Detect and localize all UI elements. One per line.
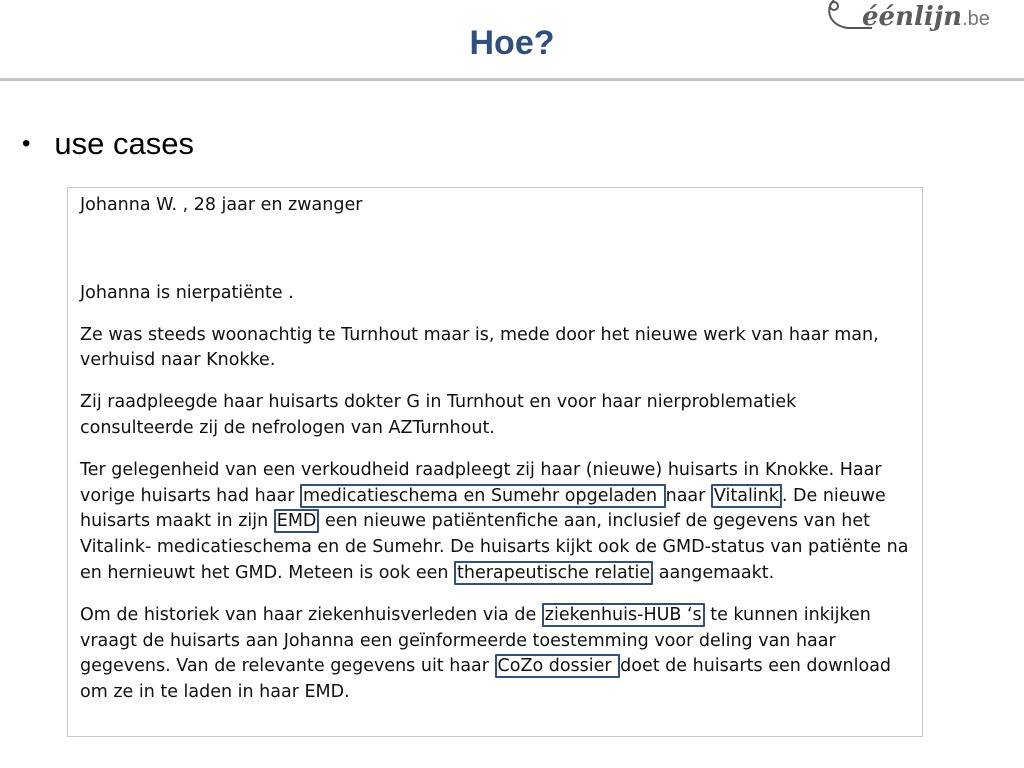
use-case-paragraph-4: Ter gelegenheid van een verkoudheid raadpleegt zij haar (nieuwe) huisarts in Knokke. Haar vorige huisarts had haar medicatieschema en Sumehr opgeladen naar Vitalink . De nieuwe huisarts maakt in zijn EMD een nieuwe patiëntenfiche aan, inclusief de gegevens van het Vitalink- medicatieschema en de Sumehr. De huisarts kijkt ook de GMD-status van patiënte na en hernieuwt het GMD. Meteen is ook een therapeutische relatie aangemaakt.	[80, 459, 909, 583]
highlight-cozo-dossier: CoZo dossier	[495, 654, 621, 678]
bullet-item	[22, 126, 194, 162]
bullet-icon: •	[22, 130, 31, 157]
highlight-vitalink: Vitalink	[711, 484, 782, 508]
logo-wordmark: éénlijn.be	[862, 2, 990, 32]
use-case-box	[67, 187, 923, 737]
use-case-paragraph-1: Johanna is nierpatiënte .	[80, 282, 294, 303]
use-case-paragraph-2: Ze was steeds woonachtig te Turnhout maar is, mede door het nieuwe werk van haar man, verhuisd naar Knokke.	[80, 324, 879, 371]
highlight-therapeutische-relatie: therapeutische relatie	[454, 561, 653, 585]
highlight-medicatieschema: medicatieschema en Sumehr opgeladen	[300, 484, 666, 508]
title-divider	[0, 78, 1024, 81]
page-title: Hoe?	[469, 24, 555, 62]
use-case-heading: Johanna W. , 28 jaar en zwanger	[80, 195, 363, 215]
use-case-paragraph-5: Om de historiek van haar ziekenhuisverleden via de ziekenhuis-HUB ‘s te kunnen inkijken vraagt de huisarts aan Johanna een geïnformeerde toestemming voor deling van haar gegevens. Van de relevante gegevens uit haar CoZo dossier doet de huisarts een download om ze in te laden in haar EMD.	[80, 604, 892, 703]
use-case-paragraph-3: Zij raadpleegde haar huisarts dokter G in Turnhout en voor haar nierproblematiek consulteerde zij de nefrologen van AZTurnhout.	[80, 392, 797, 438]
highlight-emd: EMD	[274, 509, 320, 533]
highlight-ziekenhuis-hub: ziekenhuis-HUB ‘s	[542, 603, 705, 627]
bullet-text: use cases	[54, 126, 194, 161]
logo-suffix: .be	[962, 8, 990, 30]
